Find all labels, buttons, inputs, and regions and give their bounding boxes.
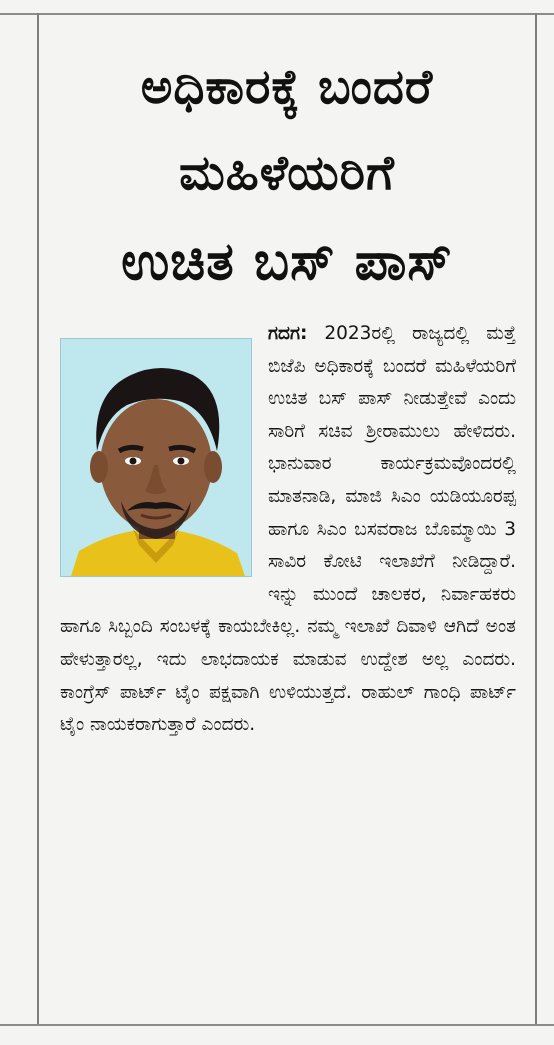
right-column-rule — [535, 13, 537, 1025]
headline-line-1: ಅಧಿಕಾರಕ್ಕೆ ಬಂದರೆ — [140, 59, 434, 115]
top-rule — [0, 13, 554, 15]
portrait-image — [61, 339, 251, 576]
dateline: ಗದಗ: — [268, 323, 308, 344]
headline-line-3: ಉಚಿತ ಬಸ್‌ ಪಾಸ್‌ — [121, 232, 453, 292]
left-column-rule — [37, 13, 39, 1025]
article-headline — [44, 44, 530, 308]
bottom-rule — [0, 1024, 554, 1026]
headline-line-2: ಮಹಿಳೆಯರಿಗೆ — [179, 145, 395, 201]
portrait-photo — [60, 338, 252, 577]
article-body — [60, 318, 516, 742]
article-text: 2023ರಲ್ಲಿ ರಾಜ್ಯದಲ್ಲಿ ಮತ್ತೆ ಬಿಜೆಪಿ ಅಧಿಕಾರಕ್ಕೆ ಬಂದರೆ ಮಹಿಳೆಯರಿಗೆ ಉಚಿತ ಬಸ್‌ ಪಾಸ್‌ ನೀಡುತ್ತೇವೆ ಎಂದು ಸಾರಿಗೆ ಸಚಿವ ಶ್ರೀರಾಮುಲು ಹೇಳಿದರು. ಭಾನುವಾರ ಕಾರ್ಯಕ್ರಮವೊಂದರಲ್ಲಿ ಮಾತನಾಡಿ, ಮಾಜಿ ಸಿಎಂ ಯಡಿಯೂರಪ್ಪ ಹಾಗೂ ಸಿಎಂ ಬಸವರಾಜ ಬೊಮ್ಮಾಯಿ 3 ಸಾವಿರ ಕೋಟಿ ಇಲಾಖೆಗೆ ನೀಡಿದ್ದಾರೆ. ಇನ್ನು ಮುಂದೆ ಚಾಲಕರ, ನಿರ್ವಾಹಕರು ಹಾಗೂ ಸಿಬ್ಬಂದಿ ಸಂಬಳಕ್ಕೆ ಕಾಯಬೇಕಿಲ್ಲ. ನಮ್ಮ ಇಲಾಖೆ ದಿವಾಳಿ ಆಗಿದೆ ಅಂತ ಹೇಳುತ್ತಾರಲ್ಲ, ಇದು ಲಾಭದಾಯಕ ಮಾಡುವ ಉದ್ದೇಶ ಅಲ್ಲ ಎಂದರು. ಕಾಂಗ್ರೆಸ್‌ ಪಾರ್ಟ್‌ ಟೈಂ ಪಕ್ಷವಾಗಿ ಉಳಿಯುತ್ತದೆ. ರಾಹುಲ್‌ ಗಾಂಧಿ ಪಾರ್ಟ್‌ ಟೈಂ ನಾಯಕರಾಗುತ್ತಾರೆ ಎಂದರು. — [60, 323, 516, 736]
